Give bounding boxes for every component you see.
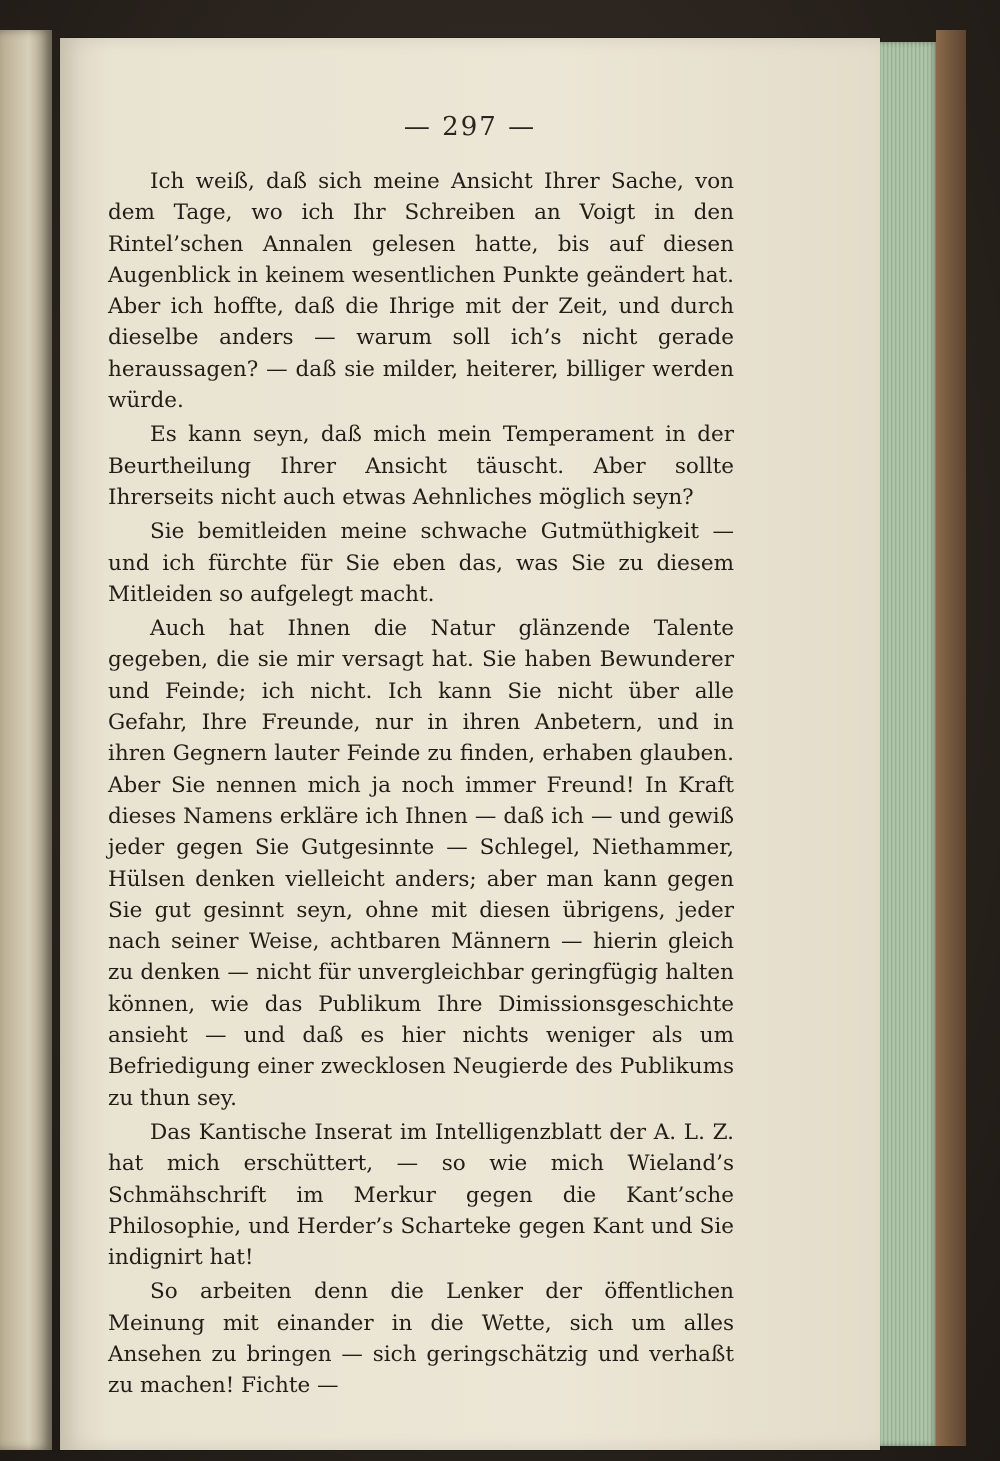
paragraph: Sie bemitleiden meine schwache Gutmüthigkeit — und ich fürchte für Sie eben das, was Sie zu diesem Mitleiden so aufgelegt macht. [108,519,734,607]
paragraph: Es kann seyn, daß mich mein Temperament in der Beurtheilung Ihrer Ansicht täuscht. Aber sollte Ihrerseits nicht auch etwas Aehnliches möglich seyn? [108,422,734,510]
body-text [108,166,734,1402]
left-page-edge [0,30,52,1450]
paragraph: So arbeiten denn die Lenker der öffentlichen Meinung mit einander in die Wette, sich um alles Ansehen zu bringen — sich geringschätzig und verhaßt zu machen! Fichte — [108,1279,734,1399]
page-fore-edge [880,42,938,1446]
paragraph: Auch hat Ihnen die Natur glänzende Talente gegeben, die sie mir versagt hat. Sie haben Bewunderer und Feinde; ich nicht. Ich kann Sie nicht über alle Gefahr, Ihre Freunde, nur in ihren Anbetern, und in ihren Gegnern lauter Feinde zu finden, erhaben glauben. Aber Sie nennen mich ja noch immer Freund! In Kraft dieses Namens erkläre ich Ihnen — daß ich — und gewiß jeder gegen Sie Gutgesinnte — Schlegel, Niethammer, Hülsen denken vielleicht anders; aber man kann gegen Sie gut gesinnt seyn, ohne mit diesen übrigens, jeder nach seiner Weise, achtbaren Männern — hierin gleich zu denken — nicht für unvergleichbar geringfügig halten können, wie das Publikum Ihre Dimissionsgeschichte ansieht — und daß es hier nichts weniger als um Befriedigung einer zwecklosen Neugierde des Publikums zu thun sey. [108,616,734,1111]
page-number: — 297 — [403,112,537,142]
book-cover-edge [936,30,966,1446]
paragraph: Ich weiß, daß sich meine Ansicht Ihrer Sache, von dem Tage, wo ich Ihr Schreiben an Voigt in den Rintel’schen Annalen gelesen hatte, bis auf diesen Augenblick in keinem wesentlichen Punkte geändert hat. Aber ich hoffte, daß die Ihrige mit der Zeit, und durch dieselbe anders — warum soll ich’s nicht gerade heraussagen? — daß sie milder, heiterer, billiger werden würde. [108,169,734,414]
paragraph: Das Kantische Inserat im Intelligenzblatt der A. L. Z. hat mich erschüttert, — so wie mich Wieland’s Schmähschrift im Merkur gegen die Kant’sche Philosophie, und Herder’s Scharteke gegen Kant und Sie indignirt hat! [108,1119,734,1271]
